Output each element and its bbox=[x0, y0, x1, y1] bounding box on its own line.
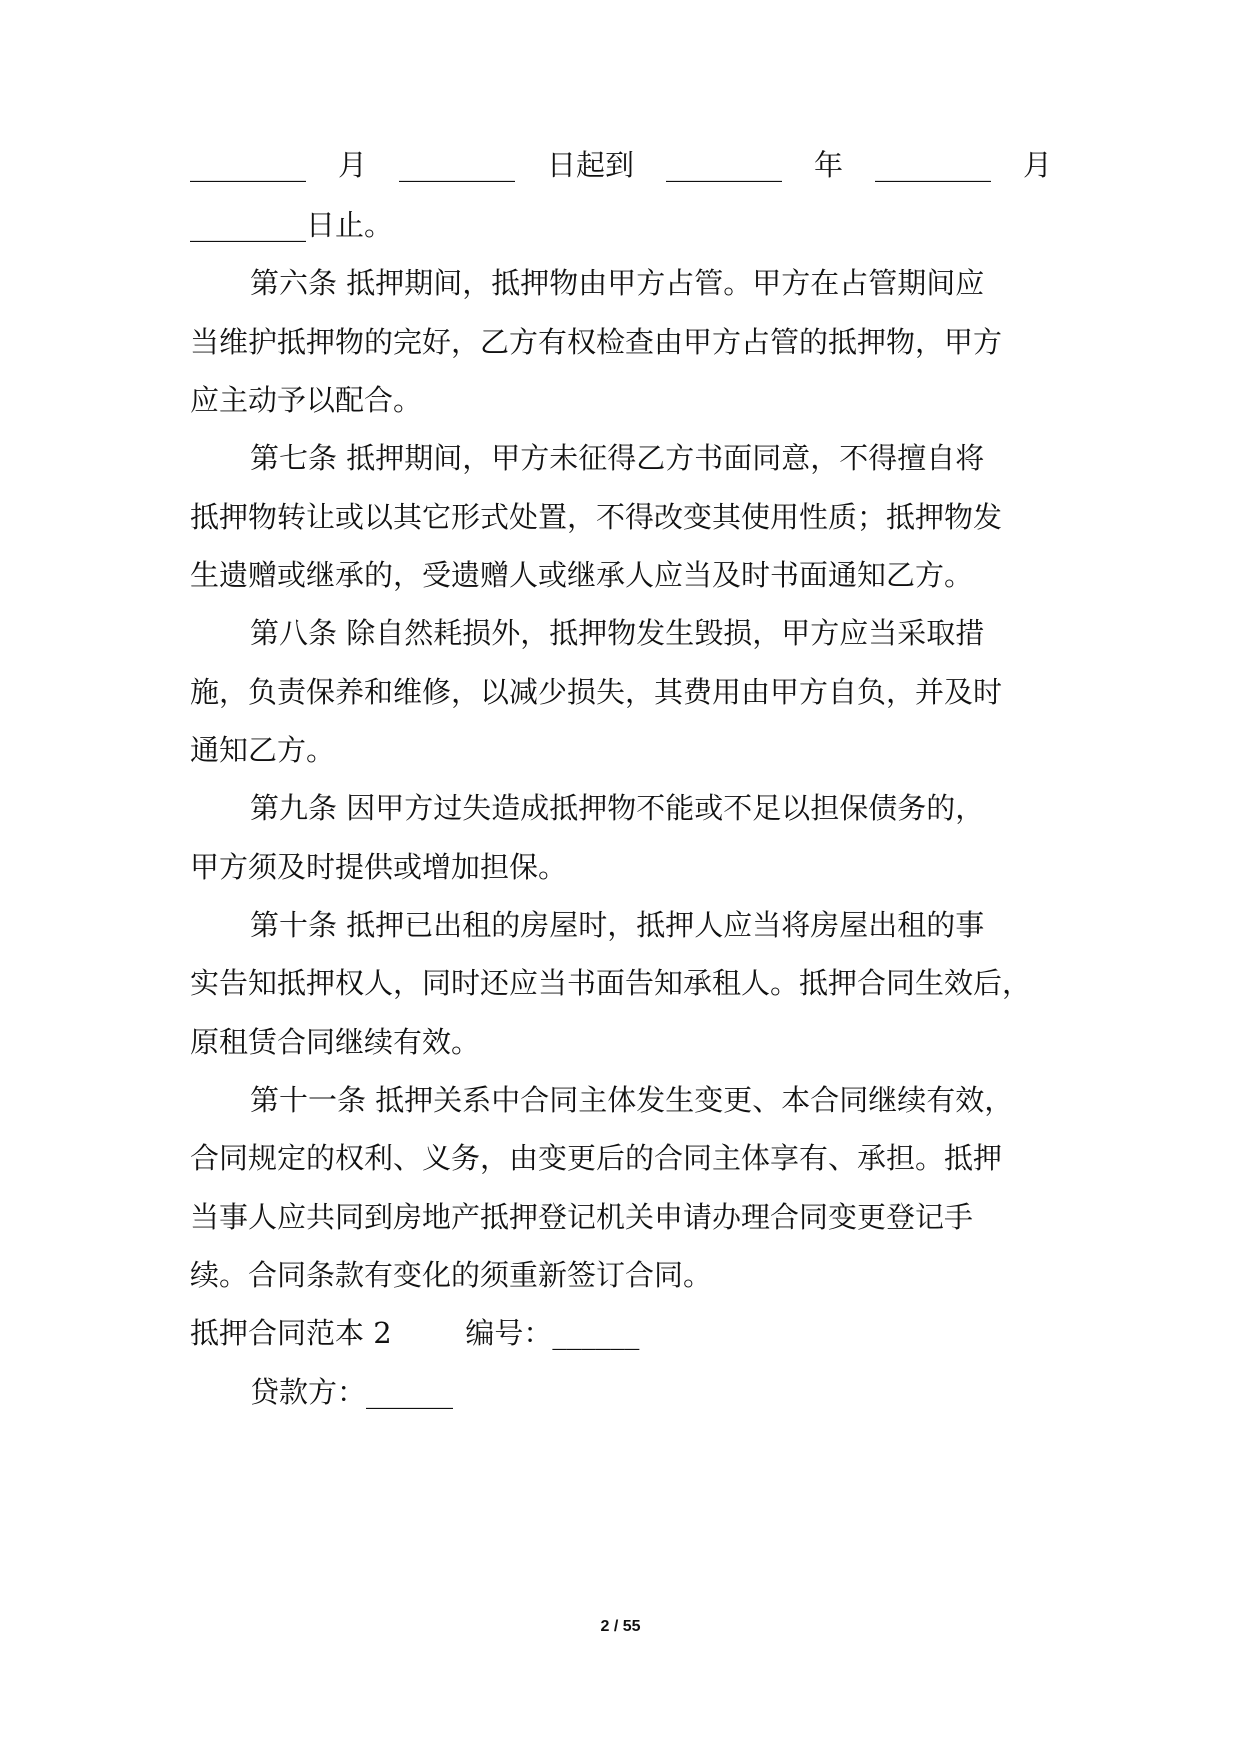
article-9-line-1: 第九条 因甲方过失造成抵押物不能或不足以担保债务的， bbox=[250, 791, 985, 825]
lender-line: 贷款方：______ bbox=[250, 1375, 454, 1409]
article-9-line-2: 甲方须及时提供或增加担保。 bbox=[190, 850, 568, 884]
blank-month-end: ________ bbox=[874, 148, 991, 182]
article-11-line-4: 续。合同条款有变化的须重新签订合同。 bbox=[190, 1258, 713, 1292]
article-6-line-1: 第六条 抵押期间，抵押物由甲方占管。甲方在占管期间应 bbox=[250, 266, 985, 300]
article-10-line-1: 第十条 抵押已出租的房屋时，抵押人应当将房屋出租的事 bbox=[250, 908, 985, 942]
article-11-line-1: 第十一条 抵押关系中合同主体发生变更、本合同继续有效， bbox=[250, 1083, 1014, 1117]
date-range-line bbox=[190, 146, 1052, 184]
blank-day: ________ bbox=[398, 148, 515, 182]
blank-month: ________ bbox=[190, 148, 306, 182]
template-2-heading: 抵押合同范本 2 编号：______ bbox=[190, 1316, 640, 1350]
article-10-line-2: 实告知抵押权人，同时还应当书面告知承租人。抵押合同生效后， bbox=[190, 966, 1032, 1000]
article-6-line-3: 应主动予以配合。 bbox=[190, 383, 423, 417]
article-10-line-3: 原租赁合同继续有效。 bbox=[190, 1025, 481, 1059]
page-number: 2 / 55 bbox=[600, 1618, 641, 1635]
year-label: 年 bbox=[813, 148, 843, 182]
article-6-line-2: 当维护抵押物的完好，乙方有权检查由甲方占管的抵押物，甲方 bbox=[190, 325, 1003, 359]
month-end-label: 月 bbox=[1022, 148, 1052, 182]
blank-year: ________ bbox=[665, 148, 782, 182]
article-7-line-1: 第七条 抵押期间，甲方未征得乙方书面同意，不得擅自将 bbox=[250, 441, 985, 475]
article-7-line-3: 生遗赠或继承的，受遗赠人或继承人应当及时书面通知乙方。 bbox=[190, 558, 974, 592]
article-8-line-3: 通知乙方。 bbox=[190, 733, 336, 767]
article-11-line-3: 当事人应共同到房地产抵押登记机关申请办理合同变更登记手 bbox=[190, 1200, 974, 1234]
article-8-line-2: 施，负责保养和维修，以减少损失，其费用由甲方自负，并及时 bbox=[190, 675, 1003, 709]
article-7-line-2: 抵押物转让或以其它形式处置，不得改变其使用性质；抵押物发 bbox=[190, 500, 1003, 534]
day-from-label: 日起到 bbox=[546, 148, 634, 182]
article-11-line-2: 合同规定的权利、义务，由变更后的合同主体享有、承担。抵押 bbox=[190, 1141, 1003, 1175]
date-end-line: ________日止。 bbox=[190, 208, 394, 242]
month-label: 月 bbox=[337, 148, 367, 182]
article-8-line-1: 第八条 除自然耗损外，抵押物发生毁损，甲方应当采取措 bbox=[250, 616, 985, 650]
